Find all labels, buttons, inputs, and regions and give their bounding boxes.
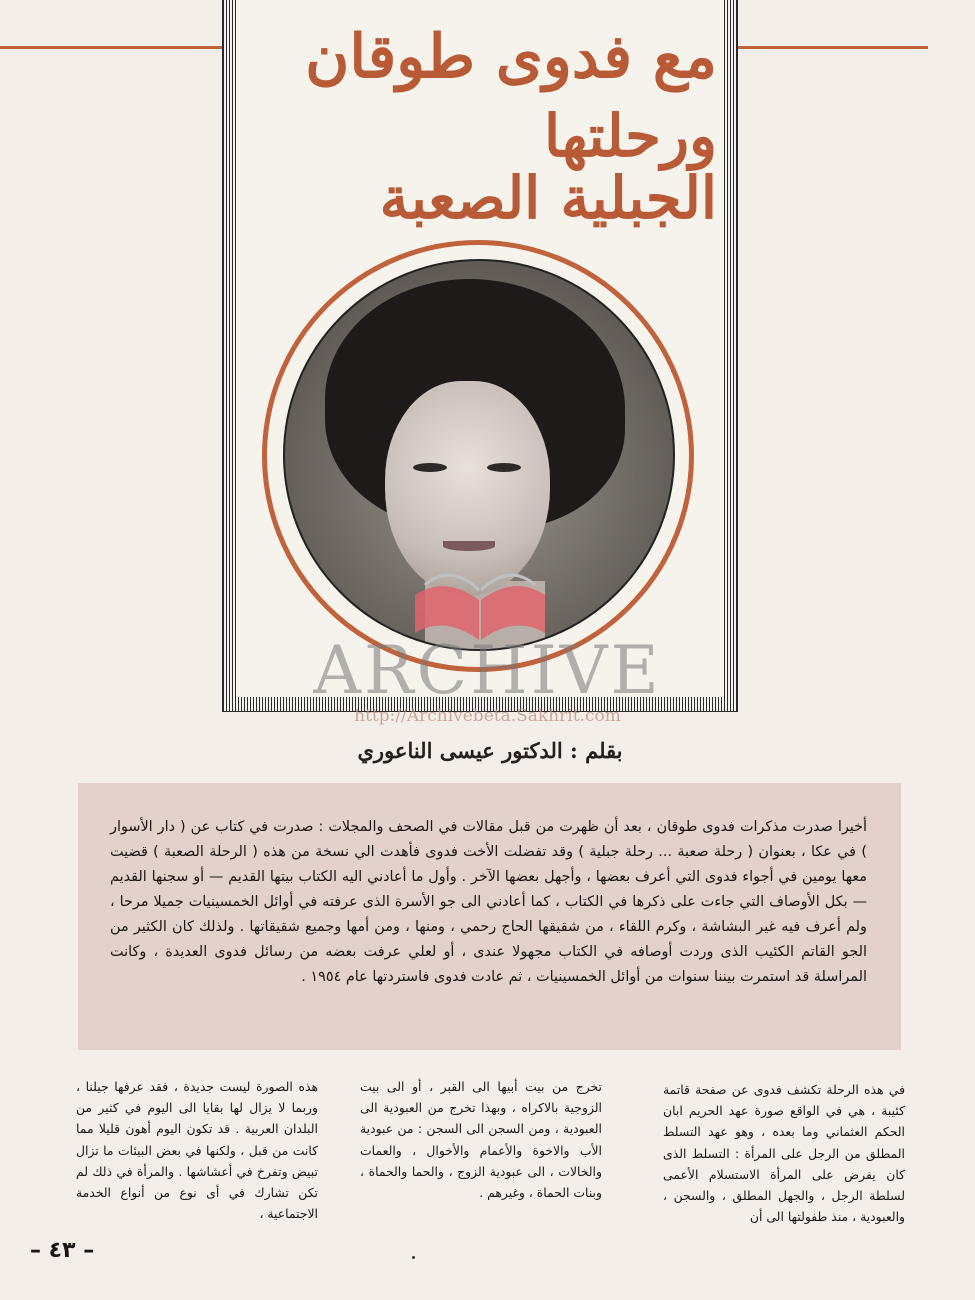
portrait-eye-right: [487, 463, 521, 472]
archive-url-watermark[interactable]: http://Archivebeta.Sakhrit.com: [354, 706, 621, 726]
title-line-2: ورحلتها: [544, 102, 717, 170]
portrait-eye-left: [413, 463, 447, 472]
lead-paragraph-box: [78, 783, 901, 1050]
rule-right: [738, 46, 928, 49]
rule-left: [0, 46, 222, 49]
portrait-mouth: [443, 541, 495, 551]
lead-paragraph: أخيرا صدرت مذكرات فدوى طوقان ، بعد أن ظهرت من قبل مقالات في الصحف والمجلات : صدرت في كتاب عن ( دار الأسوار ) في عكا ، بعنوان ( رحلة صعبة ... رحلة جبلية ) وقد تفضلت الأخت فدوى فأهدت الي نسخة من هذه ( الرحلة الصعبة ) قضيت معها يومين في أجواء فدوى التي أعرف بعضها ، وأجهل بعضها الآخر . وأول ما أعادني اليه الكتاب بيتها القديم — أو سجنها القديم — بكل الأوصاف التي جاءت على ذكرها في الكتاب ، كما أعادني الى جو الأسرة الذى عرفته في أوائل الخمسينيات جميلا مرحا ، ولم أعرف فيه غير البشاشة ، وكرم اللقاء ، من شقيقها الحاج رحمي ، ومنها ، ومن أمها وجميع شقيقاتها . ولذلك كان الكثير من الجو القاتم الكئيب الذى وردت أوصافه في الكتاب مجهولا عندى ، أو لعلي عرفت بعضه من رسائل فدوى العديدة ، وكانت المراسلة قد استمرت بيننا سنوات من أوائل الخمسينيات ، ثم عادت فدوى فاستردتها عام ١٩٥٤ .: [110, 819, 867, 985]
archive-watermark: ARCHIVE: [313, 632, 662, 709]
stray-dot: [412, 1256, 415, 1259]
title-line-1: مع فدوى طوقان: [305, 22, 717, 92]
body-column-3: هذه الصورة ليست جديدة ، فقد عرفها جيلنا ، وربما لا يزال لها بقايا الى اليوم في كثير من البلدان العربية . قد تكون اليوم أهون قليلا مما كانت من قبل ، ولكنها في بعض البيئات ما تزال تبيض وتفرخ في أعشاشها . والمرأة في ذلك لم تكن تشارك في أى نوع من أنواع الخدمة الاجتماعية ،: [76, 1079, 318, 1222]
page-number: – ٤٣ –: [30, 1238, 95, 1263]
author-byline: بقلم : الدكتور عيسى الناعوري: [357, 738, 623, 763]
title-line-3: الجبلية الصعبة: [379, 164, 717, 232]
body-column-1: في هذه الرحلة تكشف فدوى عن صفحة قاتمة كئيبة ، هي في الواقع صورة عهد الحريم ابان الحكم العثماني وما بعده ، وهو عهد التسلط المطلق من الرجل على المرأة : التسلط الذى كان يفرض على المرأة الاستسلام الأعمى لسلطة الرجل ، والجهل المطلق ، والسجن ، والعبودية ، منذ طفولتها الى أن: [663, 1082, 905, 1225]
body-column-2: تخرج من بيت أبيها الى القبر ، أو الى بيت الزوجية بالاكراه ، وبهذا تخرج من العبودية الى العبودية ، ومن السجن الى السجن : من عبودية الأب والاخوة والأعمام والأخوال ، والعمات والخالات ، الى عبودية الزوج ، والحما والحماة ، وبنات الحماة ، وغيرهم .: [360, 1079, 602, 1201]
